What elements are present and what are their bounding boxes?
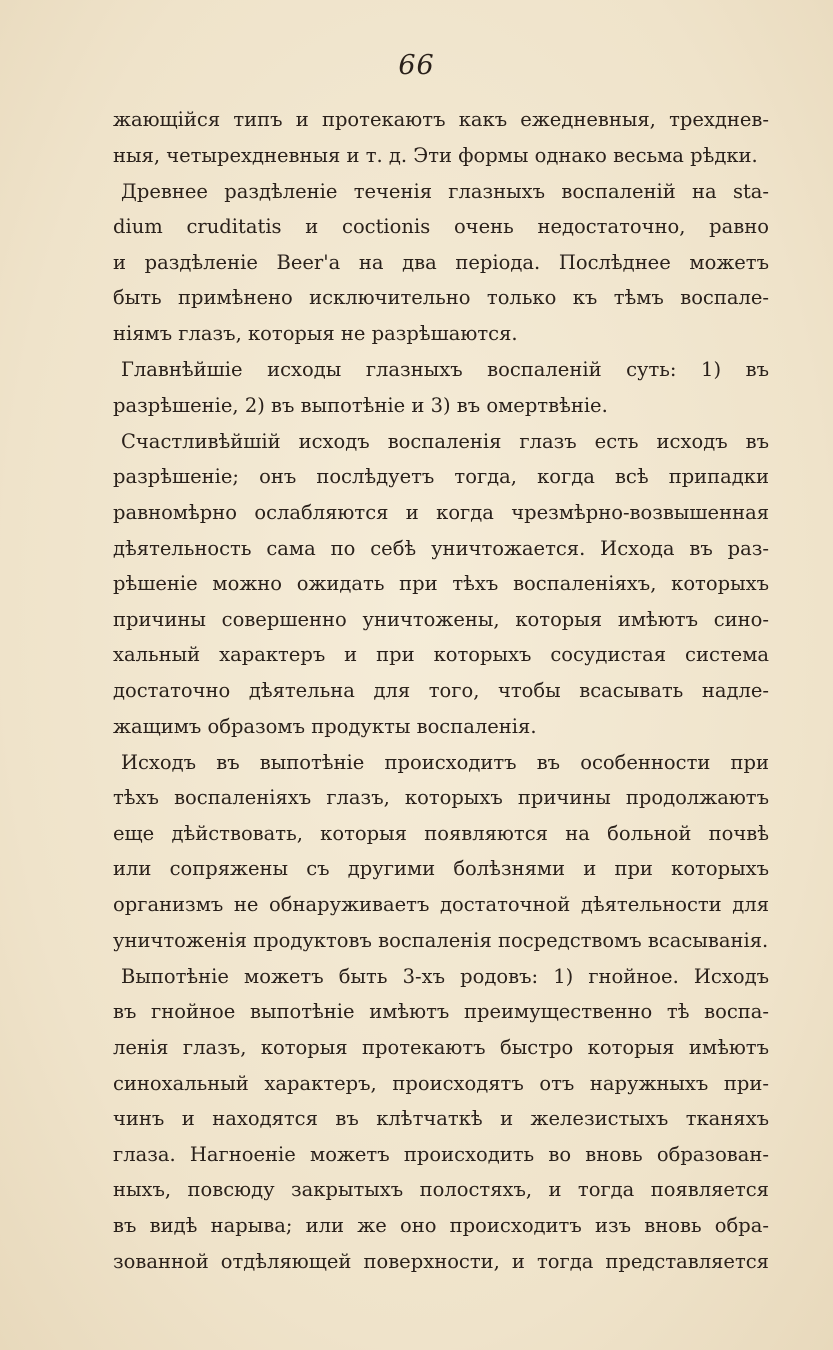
text-line: ленія глазъ, которыя протекаютъ быстро которыя имѣютъ [113,1035,769,1059]
text-line: Выпотѣніе можетъ быть 3-хъ родовъ: 1) гнойное. Исходъ [121,964,769,988]
text-line: глаза. Нагноеніе можетъ происходить во вновь образован- [113,1142,769,1166]
text-line: ныхъ, повсюду закрытыхъ полостяхъ, и тогда появляется [113,1178,769,1202]
text-line: Главнѣйшіе исходы глазныхъ воспаленій суть: 1) въ [121,358,769,382]
text-line: синохальный характеръ, происходятъ отъ наружныхъ при- [113,1071,769,1095]
text-line: въ видѣ нарыва; или же оно происходитъ изъ вновь обра- [113,1213,769,1237]
text-line: достаточно дѣятельна для того, чтобы всасывать надле- [113,679,769,702]
text-body [113,102,769,1279]
page-number: 66 [398,50,435,81]
text-line: чинъ и находятся въ клѣтчаткѣ и железистыхъ тканяхъ [113,1107,769,1131]
text-line: жающійся типъ и протекаютъ какъ ежедневныя, трехднев- [113,108,769,131]
text-line: ніямъ глазъ, которыя не разрѣшаются. [113,322,518,346]
text-line: уничтоженія продуктовъ воспаленія посредствомъ всасыванія. [113,928,769,952]
text-line: въ гнойное выпотѣніе имѣютъ преимущественно тѣ воспа- [113,1000,769,1024]
text-line: причины совершенно уничтожены, которыя имѣютъ сино- [113,607,769,631]
text-line: Исходъ въ выпотѣніе происходитъ въ особенности при [121,750,769,774]
text-line: Древнее раздѣленіе теченія глазныхъ воспаленій на sta- [121,179,769,203]
text-line: рѣшеніе можно ожидать при тѣхъ воспаленіяхъ, которыхъ [113,572,769,596]
text-line: быть примѣнено исключительно только къ тѣмъ воспале- [113,286,769,310]
text-line: тѣхъ воспаленіяхъ глазъ, которыхъ причины продолжаютъ [113,786,769,810]
text-line: разрѣшеніе, 2) въ выпотѣніе и 3) въ омертвѣніе. [113,393,608,417]
text-line: жащимъ образомъ продукты воспаленія. [113,714,537,738]
text-line: разрѣшеніе; онъ послѣдуетъ тогда, когда всѣ припадки [113,465,769,489]
text-line: хальный характеръ и при которыхъ сосудистая система [113,643,769,667]
text-line: dium cruditatis и coctionis очень недостаточно, равно [113,215,769,239]
text-line: зованной отдѣляющей поверхности, и тогда представляется [113,1249,769,1273]
text-line: дѣятельность сама по себѣ уничтожается. Исхода въ раз- [113,536,769,560]
text-line: Счастливѣйшій исходъ воспаленія глазъ есть исходъ въ [121,429,769,453]
text-line: еще дѣйствовать, которыя появляются на больной почвѣ [113,821,769,845]
text-line: ныя, четырехдневныя и т. д. Эти формы однако весьма рѣдки. [113,143,758,167]
text-line: или сопряжены съ другими болѣзнями и при которыхъ [113,857,769,881]
text-line: организмъ не обнаруживаетъ достаточной дѣятельности для [113,893,769,917]
text-line: и раздѣленіе Beer'а на два періода. Послѣднее можетъ [113,250,769,274]
text-line: равномѣрно ослабляются и когда чрезмѣрно-возвышенная [113,501,769,525]
